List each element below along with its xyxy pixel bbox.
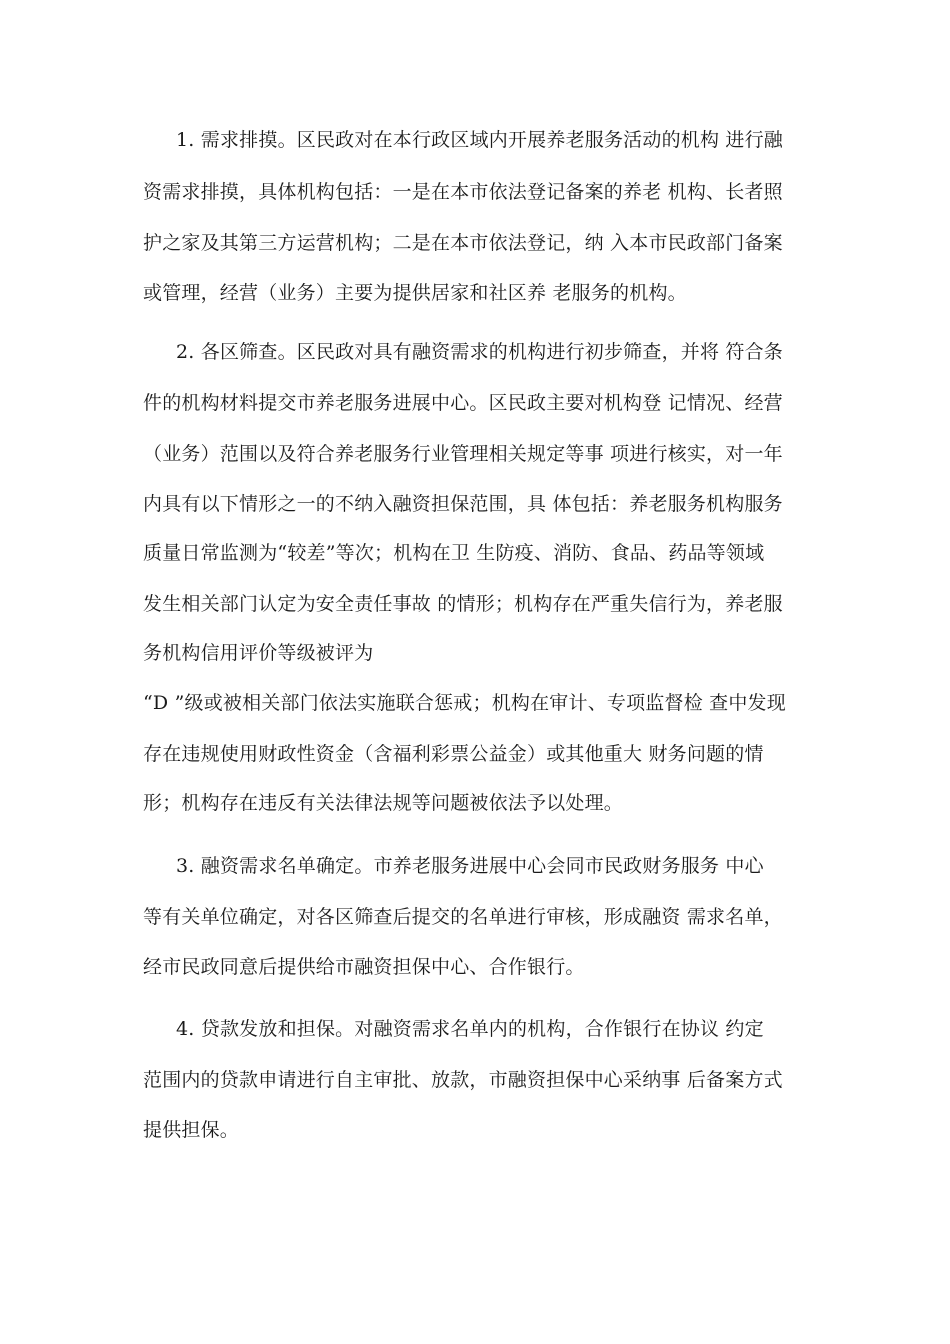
paragraph-4-line-3: 提供担保。 xyxy=(143,1119,240,1141)
paragraph-1-line-1: 1. 需求排摸。区民政对在本行政区域内开展养老服务活动的机构 进行融 xyxy=(176,129,784,151)
paragraph-2-line-5: 质量日常监测为“较差”等次；机构在卫 生防疫、消防、食品、药品等领域 xyxy=(143,542,765,564)
paragraph-2-line-2: 件的机构材料提交市养老服务进展中心。区民政主要对机构登 记情况、经营 xyxy=(143,392,783,414)
paragraph-2-line-4: 内具有以下情形之一的不纳入融资担保范围，具 体包括：养老服务机构服务 xyxy=(143,493,783,515)
paragraph-2-line-6: 发生相关部门认定为安全责任事故 的情形；机构存在严重失信行为，养老服 xyxy=(143,593,783,615)
paragraph-2-line-3: （业务）范围以及符合养老服务行业管理相关规定等事 项进行核实，对一年 xyxy=(143,443,783,465)
paragraph-1-line-4: 或管理，经营（业务）主要为提供居家和社区养 老服务的机构。 xyxy=(143,282,687,304)
paragraph-4-line-1: 4. 贷款发放和担保。对融资需求名单内的机构，合作银行在协议 约定 xyxy=(176,1018,764,1040)
paragraph-2-line-9: 存在违规使用财政性资金（含福利彩票公益金）或其他重大 财务问题的情 xyxy=(143,743,764,765)
paragraph-1-line-3: 护之家及其第三方运营机构；二是在本市依法登记，纳 入本市民政部门备案 xyxy=(143,232,783,254)
paragraph-1-line-2: 资需求排摸，具体机构包括：一是在本市依法登记备案的养老 机构、长者照 xyxy=(143,181,783,203)
paragraph-2-line-8: “D ”级或被相关部门依法实施联合惩戒；机构在审计、专项监督检 查中发现 xyxy=(143,692,786,714)
paragraph-2-line-1: 2. 各区筛查。区民政对具有融资需求的机构进行初步筛查，并将 符合条 xyxy=(176,341,784,363)
paragraph-2-line-7: 务机构信用评价等级被评为 xyxy=(143,642,374,664)
paragraph-2-line-10: 形；机构存在违反有关法律法规等问题被依法予以处理。 xyxy=(143,792,624,814)
paragraph-4-line-2: 范围内的贷款申请进行自主审批、放款，市融资担保中心采纳事 后备案方式 xyxy=(143,1069,783,1091)
paragraph-3-line-3: 经市民政同意后提供给市融资担保中心、合作银行。 xyxy=(143,956,585,978)
paragraph-3-line-1: 3. 融资需求名单确定。市养老服务进展中心会同市民政财务服务 中心 xyxy=(176,855,764,877)
paragraph-3-line-2: 等有关单位确定，对各区筛查后提交的名单进行审核，形成融资 需求名单， xyxy=(143,906,783,928)
